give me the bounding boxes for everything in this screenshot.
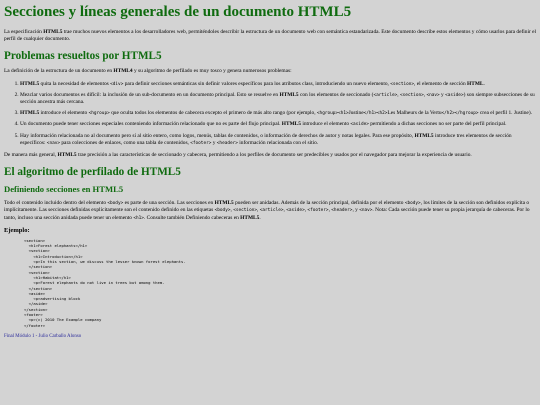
code-tag: <article>: [259, 208, 284, 214]
text: Un documento puede tener secciones especiales conteniendo información relacionado que no es parte del flujo principal.: [20, 121, 282, 128]
list-item: [20, 81, 536, 88]
text: La especificación: [4, 29, 44, 35]
text: ,: [230, 207, 234, 214]
text: .: [259, 214, 261, 221]
bold-text: HTML5: [414, 132, 434, 139]
code-tag: </h1><h2>: [363, 111, 388, 117]
code-tag: <footer>: [190, 140, 212, 146]
bold-text: HTML5: [43, 29, 63, 35]
text: , y: [352, 207, 360, 214]
example-label: Ejemplo:: [4, 226, 30, 234]
section-heading-algorithm: El algoritmo de perfilado de HTML5: [4, 166, 181, 179]
code-tag: <h1>: [133, 215, 144, 221]
text: Todo el contenido incluido dentro del elemento: [4, 200, 108, 207]
text: trae precisión a las características de seccionado y cabecera, permitiendo a los perfiles de documento ser predecibles y usados por el navegador para mejorar la experiencia de usuario.: [76, 152, 472, 159]
bold-text: HTML5: [281, 121, 301, 128]
code-tag: <nav>: [46, 140, 61, 146]
bold-text: HTML: [467, 80, 484, 87]
list-item: [20, 121, 536, 128]
code-tag: <aside>: [286, 208, 305, 214]
text: ,: [257, 207, 260, 214]
text: .: [483, 80, 485, 87]
text: información relacionada con el sitio.: [237, 139, 319, 146]
code-tag: <nav>: [359, 208, 373, 214]
section-heading-problems: Problemas resueltos por HTML5: [4, 50, 162, 63]
sections-paragraph: [4, 200, 536, 222]
text: ,: [283, 207, 287, 214]
text: . Consulte también Definiendo cabeceras en: [143, 214, 241, 221]
code-tag: <footer>: [307, 208, 329, 214]
code-tag: <article>: [373, 92, 398, 98]
text: Justine: [348, 110, 364, 117]
text: introduce el elemento: [39, 110, 89, 117]
code-tag: <body>: [107, 201, 124, 207]
text: , el elemento de sección: [414, 80, 468, 87]
problems-lead: [4, 68, 536, 75]
code-tag: <header>: [216, 140, 238, 146]
text: y: [439, 91, 446, 98]
code-tag: <section>: [399, 92, 424, 98]
code-tag: </h2></hgroup>: [441, 111, 479, 117]
text: que oculta todos los elementos de cabecera excepto el primero de más alto rango (por ejemplo,: [109, 110, 317, 117]
text: , los límites de la sección son definidos explícita o implícitamente. Las secciones definidas explícitamente son el contenido definido en las etiquetas: [4, 200, 530, 214]
code-tag: <section>: [390, 81, 415, 87]
text: De manera más general,: [4, 152, 58, 159]
bold-text: HTML5: [279, 91, 299, 98]
text: es parte de una sección. Las secciones en: [123, 200, 215, 207]
text: y su algoritmo de perfilado es muy tosco y genera numerosos problemas:: [132, 68, 292, 75]
text: . Nota: Cada sección puede tener su propia jerarquía de cabeceras. Por lo tanto, incluso una sección anidada puede tener un elemento: [4, 207, 530, 221]
text: para definir secciones semánticas sin definir valores específicos para los atributos class, introduciendo un nuevo elemento,: [123, 80, 391, 87]
text: ) son siempre subsecciones de su sección ancestra más cercana.: [20, 91, 535, 106]
text: con los elementos de seccionado (: [298, 91, 374, 98]
text: Les Malheurs de la Vertu: [387, 110, 442, 117]
text: introduce tres elementos de sección específicos:: [20, 132, 512, 146]
bold-text: HTML4: [113, 68, 133, 75]
text: trae muchos nuevos elementos a los desarrolladores web, permiténdoles describir la estructura de un documento web con semántica estandarizada. Este documento describe estos elementos y cómo usarlos para definir el perfil de cualquier documento.: [4, 29, 537, 43]
code-example: <section> <h1>Forest elephants</h1> <section> <h1>Introduction</h1> <p>In this section, we discuss the lesser known forest elephants. </section> <section> <h1>Habitat</h1> <p>Forest elephants do not live in trees but among them. </section> <aside> <p>advertising block </aside> </section> <footer> <p>(c) 2010 The Example company </footer>: [24, 237, 186, 328]
text: y: [211, 139, 217, 146]
code-tag: <body>: [214, 208, 231, 214]
code-tag: <nav>: [426, 92, 440, 98]
list-item: [20, 133, 536, 147]
text: ,: [397, 91, 400, 98]
text: Mezclar varios documentos es difícil: la inclusión de un sub-documento en un documento principal. Esto se resuelve en: [20, 91, 280, 98]
text: ,: [423, 91, 427, 98]
problems-list: [4, 81, 536, 147]
text: para colecciones de enlaces, como una tabla de contenidos,: [60, 139, 191, 146]
text: crea el perfil 1. Justine).: [478, 110, 532, 117]
code-tag: <section>: [233, 208, 257, 214]
code-tag: <hgroup>: [88, 111, 110, 117]
text: quita la necesidad de elementos: [39, 80, 111, 87]
text: permitiendo a dichas secciones no ser parte del perfil principal.: [368, 121, 507, 128]
code-tag: <aside>: [350, 122, 369, 128]
bold-text: HTML5: [57, 152, 77, 159]
list-item: [20, 92, 536, 106]
code-tag: <aside>: [445, 92, 464, 98]
intro-paragraph: [4, 29, 536, 43]
code-tag: <header>: [331, 208, 353, 214]
code-tag: <div>: [110, 81, 124, 87]
page-footer: Final Módulo 1 - Julio Carballo Alonso: [4, 333, 82, 339]
subheading-defining-sections: Definiendo secciones en HTML5: [4, 184, 124, 195]
bold-text: HTML5: [20, 80, 40, 87]
bold-text: HTML5: [20, 110, 40, 117]
text: La definición de la estructura de un documento en: [4, 68, 114, 75]
bold-text: HTML5: [240, 214, 260, 221]
text: Hay información relacionada no al documento pero sí al sitio entero, como logos, menús, tablas de contenidos, o información de derechos de autor y notas legales. Para ese propósito,: [20, 132, 415, 139]
list-item: [20, 110, 536, 117]
page-title: Secciones y líneas generales de un documento HTML5: [4, 4, 352, 20]
text: ,: [328, 207, 332, 214]
bold-text: HTML5: [214, 200, 234, 207]
text: pueden ser anidadas. Además de la sección principal, definida por el elemento: [233, 200, 405, 207]
code-tag: <body>: [404, 201, 421, 207]
text: ,: [304, 207, 308, 214]
code-tag: <hgroup><h1>: [316, 111, 349, 117]
problems-closing: [4, 152, 536, 159]
text: introduce el elemento: [300, 121, 351, 128]
